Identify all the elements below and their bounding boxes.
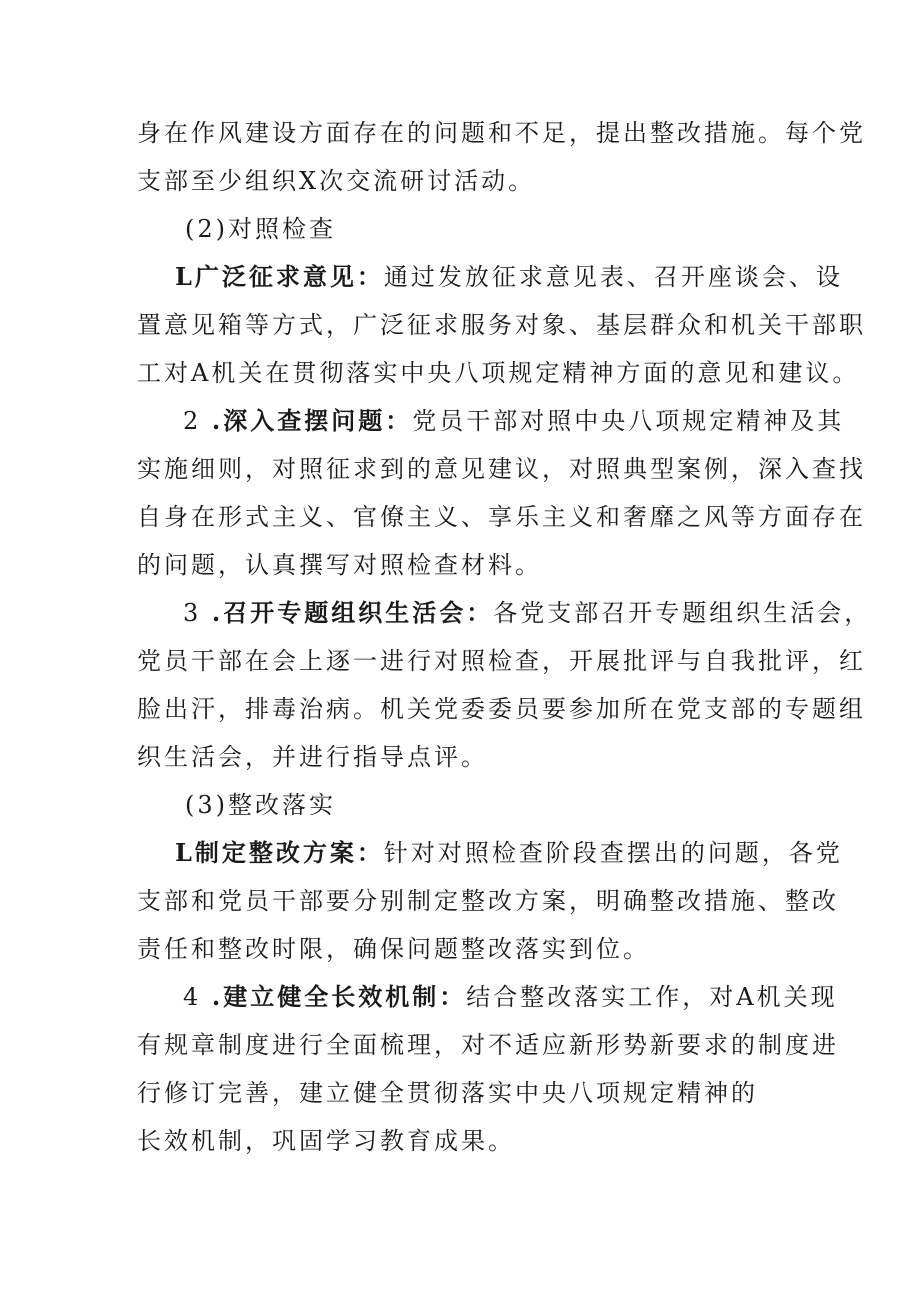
paragraph-line: 党员干部在会上逐一进行对照检查，开展批评与自我批评，红 — [137, 647, 866, 675]
item-number: 3 — [183, 599, 202, 627]
paragraph-line: 织生活会，并进行指导点评。 — [137, 743, 488, 771]
list-item — [183, 981, 838, 1013]
list-item — [183, 405, 844, 437]
paragraph-line: 实施细则，对照征求到的意见建议，对照典型案例，深入查找 — [137, 455, 866, 483]
paragraph-line: 脸出汗，排毒治病。机关党委委员要参加所在党支部的专题组 — [137, 695, 866, 723]
item-title: .深入查摆问题： — [211, 406, 413, 435]
item-title: L制定整改方案： — [175, 838, 384, 867]
item-title: .建立健全长效机制： — [211, 982, 467, 1011]
paragraph-line: 置意见箱等方式，广泛征求服务对象、基层群众和机关干部职 — [137, 311, 866, 339]
section-heading: (3)整改落实 — [185, 791, 336, 819]
paragraph-line: 支部至少组织X次交流研讨活动。 — [137, 167, 536, 195]
paragraph-line: 行修订完善，建立健全贯彻落实中央八项规定精神的 — [137, 1079, 758, 1107]
paragraph-line: 身在作风建设方面存在的问题和不足，提出整改措施。每个党 — [137, 119, 866, 147]
item-number: 2 — [183, 407, 202, 435]
item-text: 党员干部对照中央八项规定精神及其 — [412, 407, 845, 435]
paragraph-line: 有规章制度进行全面梳理，对不适应新形势新要求的制度进 — [137, 1031, 839, 1059]
list-item — [175, 261, 843, 293]
paragraph-line: 长效机制，巩固学习教育成果。 — [137, 1127, 515, 1155]
paragraph-line: 工对A机关在贯彻落实中央八项规定精神方面的意见和建议。 — [137, 359, 860, 387]
section-heading: (2)对照检查 — [185, 215, 336, 243]
list-item — [183, 597, 871, 629]
item-text: 结合整改落实工作，对A机关现 — [466, 983, 838, 1011]
item-text: 通过发放征求意见表、召开座谈会、设 — [383, 263, 843, 291]
paragraph-line: 自身在形式主义、官僚主义、享乐主义和奢靡之风等方面存在 — [137, 503, 866, 531]
item-text: 针对对照检查阶段查摆出的问题，各党 — [383, 839, 843, 867]
item-title: L广泛征求意见： — [175, 262, 384, 291]
item-text: 各党支部召开专题组织生活会， — [493, 599, 872, 627]
paragraph-line: 的问题，认真撰写对照检查材料。 — [137, 551, 542, 579]
paragraph-line: 支部和党员干部要分别制定整改方案，明确整改措施、整改 — [137, 887, 839, 915]
item-number: 4 — [183, 983, 202, 1011]
list-item — [175, 837, 843, 869]
item-title: .召开专题组织生活会： — [211, 598, 494, 627]
paragraph-line: 责任和整改时限，确保问题整改落实到位。 — [137, 935, 650, 963]
